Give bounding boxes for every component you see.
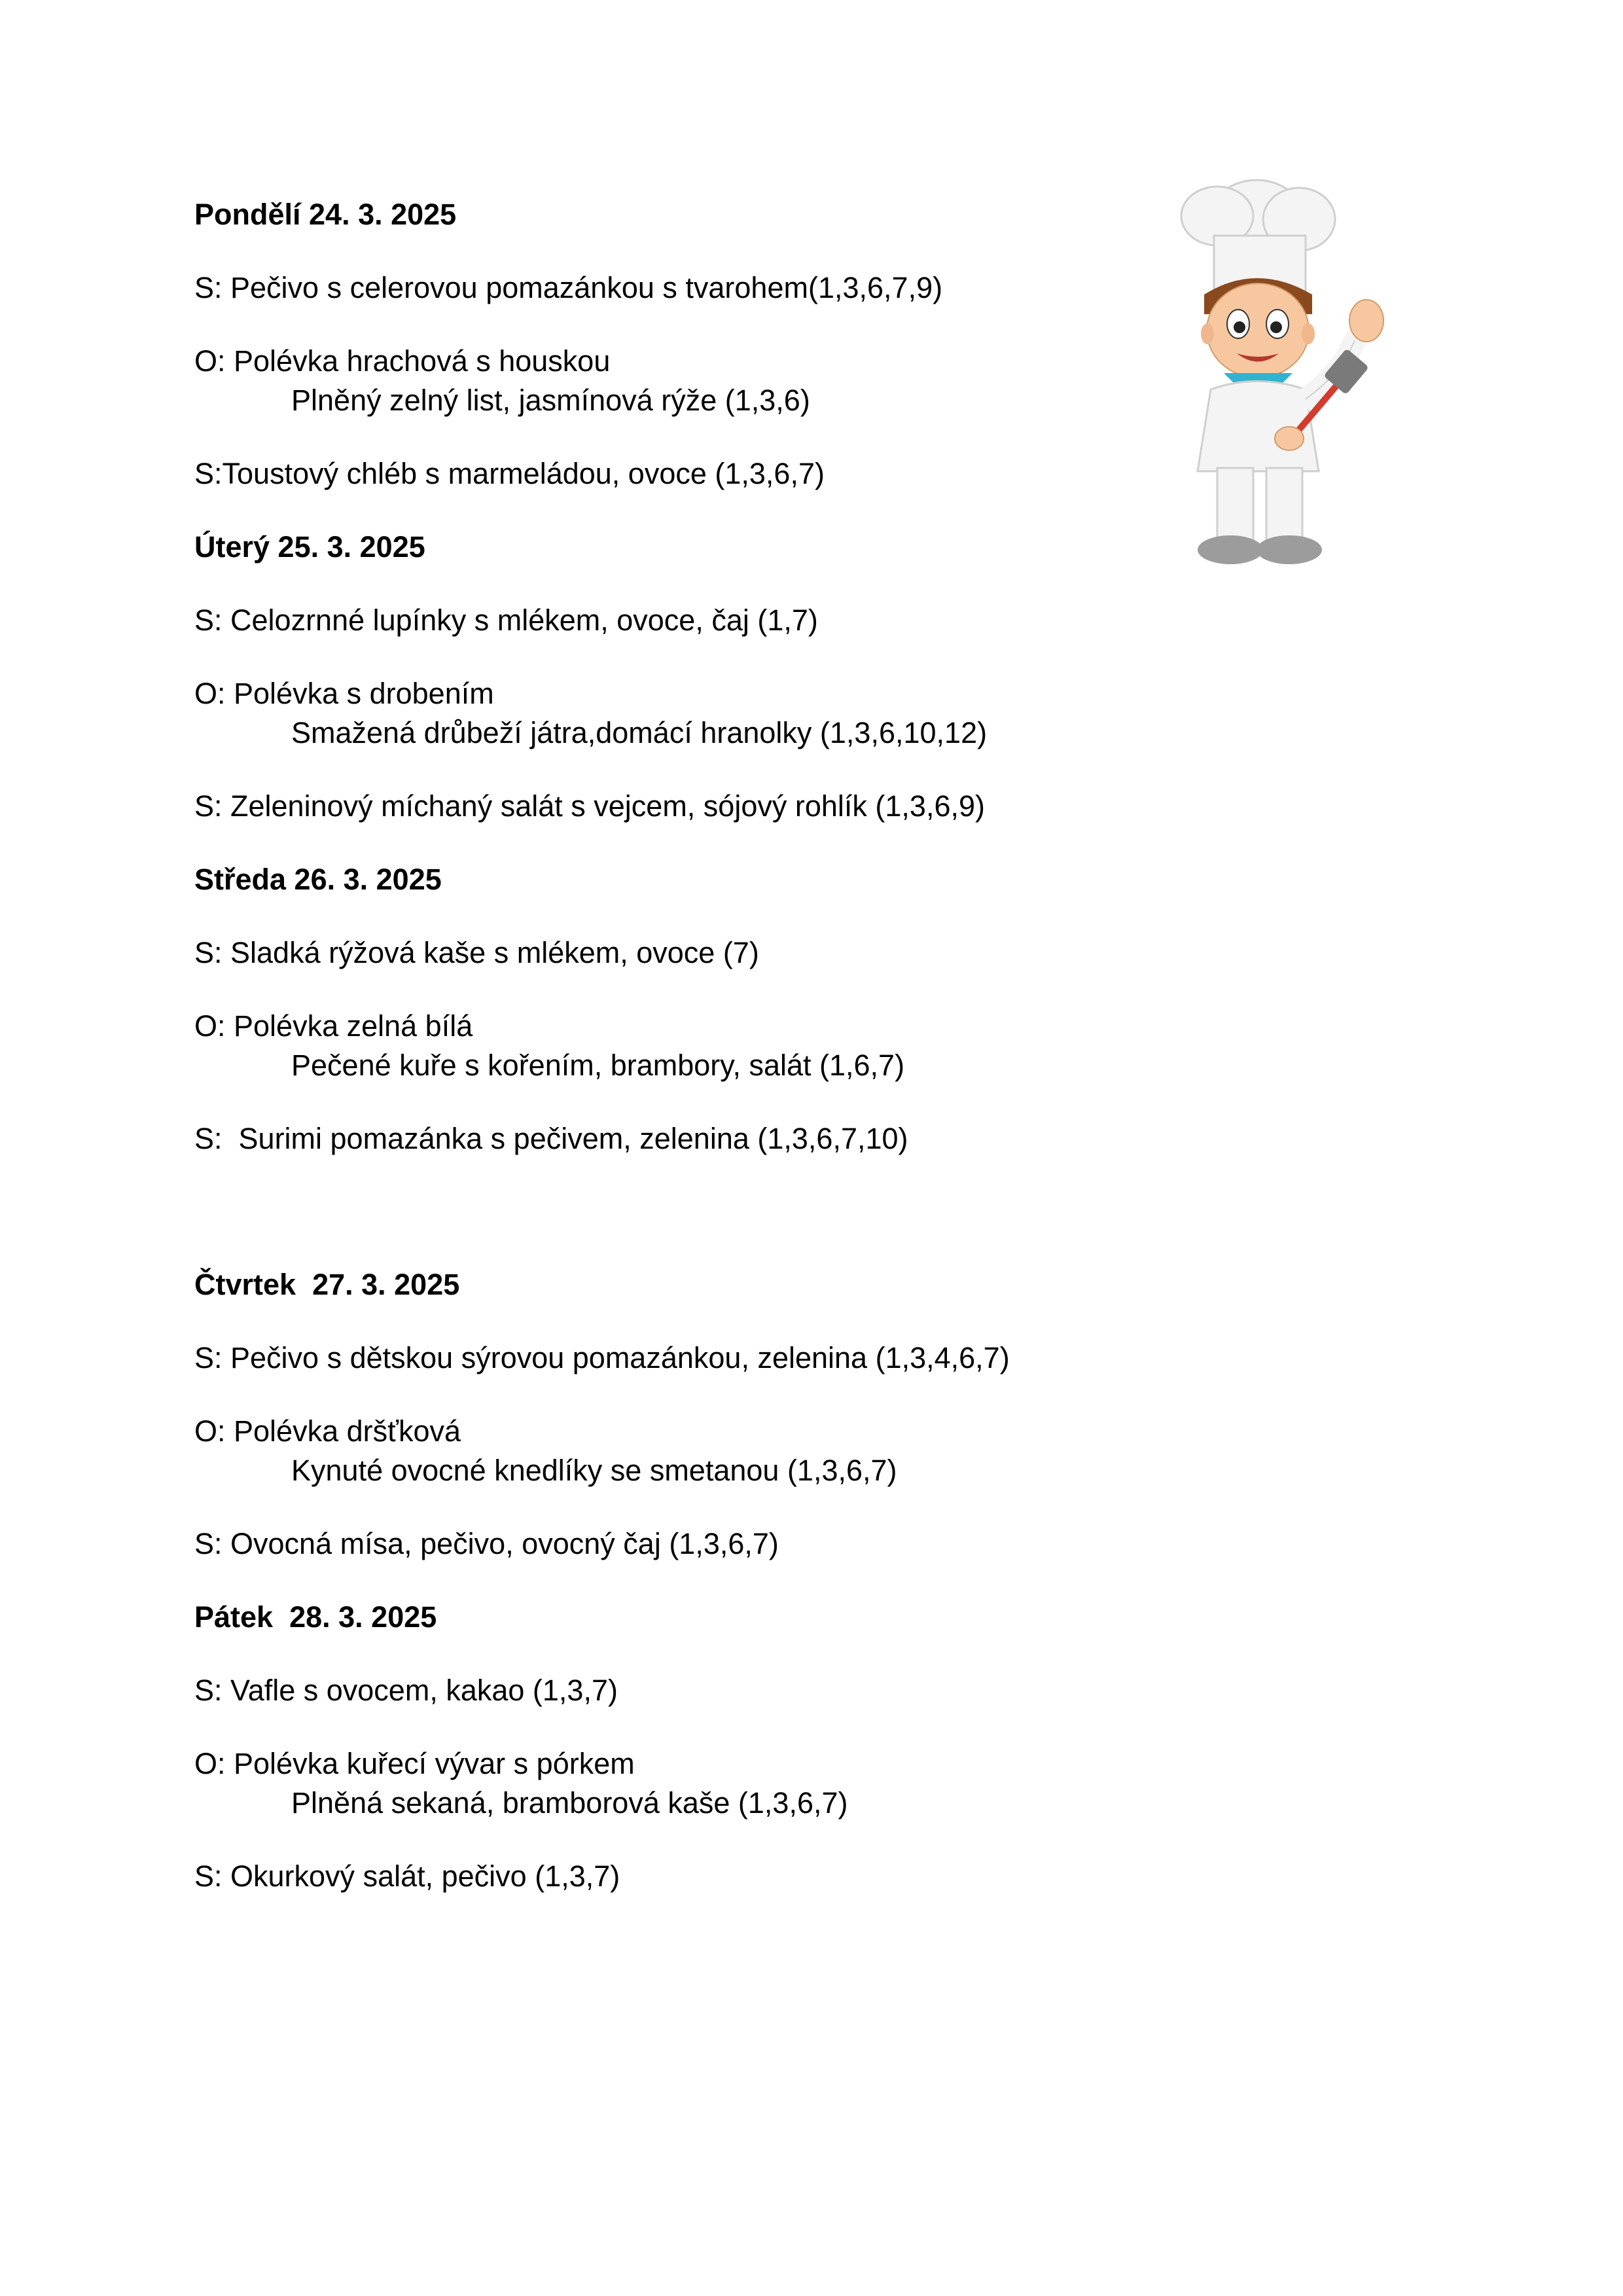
morning-snack: S: Vafle s ovocem, kakao (1,3,7) <box>194 1674 618 1707</box>
lunch-soup: O: Polévka s drobením <box>194 677 494 710</box>
lunch-main: Plněná sekaná, bramborová kaše (1,3,6,7) <box>291 1786 848 1820</box>
chef-illustration <box>1158 164 1420 576</box>
afternoon-snack: S:Toustový chléb s marmeládou, ovoce (1,3,6,7) <box>194 457 825 490</box>
morning-snack: S: Pečivo s dětskou sýrovou pomazánkou, zelenina (1,3,4,6,7) <box>194 1341 1010 1374</box>
lunch-main: Smažená drůbeží játra,domácí hranolky (1,3,6,10,12) <box>291 716 988 749</box>
afternoon-snack: S: Zeleninový míchaný salát s vejcem, sójový rohlík (1,3,6,9) <box>194 789 985 823</box>
chef-hat-icon <box>1181 180 1335 291</box>
day-heading: Čtvrtek 27. 3. 2025 <box>194 1268 460 1301</box>
lunch-soup: O: Polévka kuřecí vývar s pórkem <box>194 1747 635 1780</box>
lunch-soup: O: Polévka dršťková <box>194 1414 461 1448</box>
chef-face-icon <box>1201 278 1315 378</box>
lunch-main: Plněný zelný list, jasmínová rýže (1,3,6) <box>291 384 810 417</box>
lunch-soup: O: Polévka hrachová s houskou <box>194 344 611 378</box>
lunch-soup: O: Polévka zelná bílá <box>194 1009 473 1043</box>
morning-snack: S: Pečivo s celerovou pomazánkou s tvarohem(1,3,6,7,9) <box>194 271 943 304</box>
day-heading: Úterý 25. 3. 2025 <box>194 530 425 564</box>
afternoon-snack: S: Okurkový salát, pečivo (1,3,7) <box>194 1859 620 1893</box>
morning-snack: S: Celozrnné lupínky s mlékem, ovoce, čaj (1,7) <box>194 603 818 637</box>
afternoon-snack: S: Surimi pomazánka s pečivem, zelenina (1,3,6,7,10) <box>194 1122 908 1155</box>
lunch-main: Pečené kuře s kořením, brambory, salát (1,6,7) <box>291 1049 905 1082</box>
day-heading: Pátek 28. 3. 2025 <box>194 1600 437 1634</box>
afternoon-snack: S: Ovocná mísa, pečivo, ovocný čaj (1,3,6,7) <box>194 1527 779 1560</box>
day-heading: Středa 26. 3. 2025 <box>194 863 442 896</box>
lunch-main: Kynuté ovocné knedlíky se smetanou (1,3,6,7) <box>291 1454 897 1487</box>
morning-snack: S: Sladká rýžová kaše s mlékem, ovoce (7) <box>194 936 759 969</box>
day-heading: Pondělí 24. 3. 2025 <box>194 198 457 231</box>
